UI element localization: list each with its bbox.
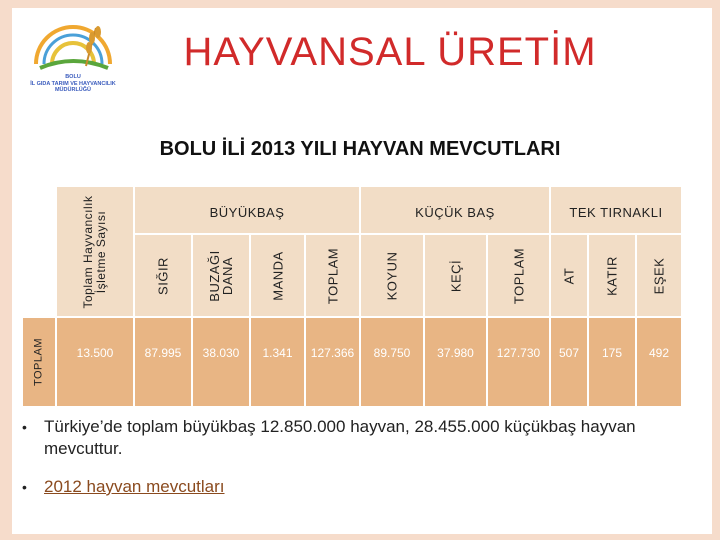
col-header-toplam-buyukbas: [305, 234, 360, 317]
cell-value: 38.030: [202, 346, 240, 360]
col-header-buzagi-dana: [192, 234, 250, 317]
table-cell: [56, 317, 134, 407]
table-cell: [134, 317, 192, 407]
col-label: MANDA: [270, 250, 285, 301]
row-label: TOPLAM: [32, 337, 45, 387]
table-cell: [588, 317, 636, 407]
cell-value: 127.366: [310, 346, 355, 360]
table-cell: [360, 317, 424, 407]
col-label: KOYUN: [384, 251, 400, 300]
page-title: HAYVANSAL ÜRETİM: [183, 30, 597, 74]
group-header-kucukbas: [360, 186, 550, 234]
cell-value: 13.500: [76, 346, 114, 360]
logo-line-1: BOLU: [65, 74, 81, 80]
table-cell: [305, 317, 360, 407]
col-header-toplam-kucukbas: [487, 234, 550, 317]
col-header-keci: [424, 234, 487, 317]
cell-value: 492: [648, 346, 670, 360]
cell-value: 87.995: [144, 346, 182, 360]
col-header-at: [550, 234, 588, 317]
frame-left-border: [0, 0, 12, 540]
farm-count-header: Toplam Hayvancılık İşletme Sayısı: [81, 194, 108, 309]
col-label: KATIR: [604, 255, 620, 296]
frame-top-border: [12, 0, 720, 8]
logo-line-2: İL GIDA TARIM VE HAYVANCILIK: [30, 80, 116, 87]
col-header-sigir: [134, 234, 192, 317]
cell-value: 507: [558, 346, 580, 360]
row-label-cell: [22, 317, 56, 407]
frame-right-border: [712, 0, 720, 540]
col-label: AT: [561, 267, 577, 284]
col-label: BUZAĞI DANA: [207, 249, 235, 302]
group-label-kucukbas: KÜÇÜK BAŞ: [415, 205, 495, 220]
frame-bottom-border: [0, 534, 720, 540]
table-cell: [250, 317, 305, 407]
bullet-dot-icon: •: [22, 419, 27, 435]
hayvan-mevcutlari-2012-link[interactable]: 2012 hayvan mevcutları: [44, 477, 225, 496]
table-title: BOLU İLİ 2013 YILI HAYVAN MEVCUTLARI: [159, 138, 561, 160]
table-cell: [550, 317, 588, 407]
cell-value: 1.341: [262, 346, 293, 360]
table-cell: [192, 317, 250, 407]
col-header-manda: [250, 234, 305, 317]
group-header-tek-tirnakli: [550, 186, 682, 234]
col-label: KEÇİ: [448, 259, 463, 292]
cell-value: 89.750: [373, 346, 411, 360]
group-label-tek-tirnakli: TEK TIRNAKLI: [569, 205, 663, 220]
col-label: SIĞIR: [155, 256, 171, 295]
group-label-buyukbas: BÜYÜKBAŞ: [209, 205, 285, 220]
table-cell: [636, 317, 682, 407]
bullet-dot-icon: •: [22, 479, 27, 495]
logo-caption: [18, 74, 128, 94]
col-header-katir: [588, 234, 636, 317]
ministry-logo: [18, 14, 128, 104]
logo-line-3: MÜDÜRLÜĞÜ: [54, 87, 92, 93]
group-header-buyukbas: [134, 186, 360, 234]
col-label: TOPLAM: [325, 247, 340, 304]
col-label: EŞEK: [651, 257, 667, 294]
col-header-koyun: [360, 234, 424, 317]
cell-value: 37.980: [437, 346, 474, 360]
table-cell: [487, 317, 550, 407]
table-cell: [424, 317, 487, 407]
sun-wheat-logo-icon: [26, 14, 120, 76]
bullet-text: Türkiye’de toplam büyükbaş 12.850.000 hayvan, 28.455.000 küçükbaş hayvan mevcuttur.: [44, 417, 636, 458]
farm-count-header-cell: [56, 186, 134, 317]
cell-value: 175: [601, 346, 623, 360]
col-label: TOPLAM: [511, 247, 526, 304]
col-header-esek: [636, 234, 682, 317]
cell-value: 127.730: [496, 346, 541, 360]
